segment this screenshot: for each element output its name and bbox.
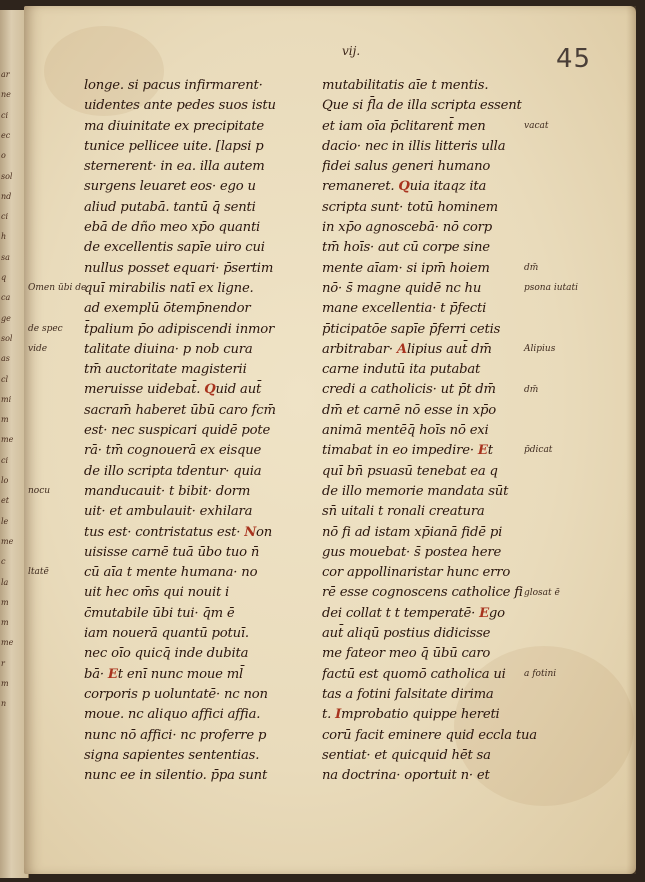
right_column-line: timabat in eo impedire· Et xyxy=(322,443,493,459)
running-header: vij. xyxy=(342,44,361,58)
right_column-line: cor appollinaristar hunc erro xyxy=(322,565,511,581)
previous-page-fragment: lo xyxy=(1,476,9,485)
previous-page-fragment: et xyxy=(1,496,9,506)
left_column-line: tm̄ auctoritate magisterii xyxy=(84,362,247,378)
rubricated-initial: E xyxy=(107,666,118,682)
margin-gloss: p̄dicat xyxy=(524,445,553,456)
left_column-line: moue. nc aliquo affici affia. xyxy=(84,707,261,723)
right_column-line: tm̄ hoīs· aut cū corpe sine xyxy=(322,240,490,256)
previous-page-fragment: m xyxy=(1,618,9,628)
left_column-line: surgens leuaret eos· ego u xyxy=(84,179,256,195)
left_column-line: talitate diuina· p nob cura xyxy=(84,341,253,357)
left_column-line: tus est· contristatus est· Non xyxy=(84,524,273,540)
right_column-line: nō· s̄ magne quidē nc hu xyxy=(322,280,482,296)
left_column-line: uit hec om̄s qui nouit i xyxy=(84,585,230,601)
right_column-line: tas a fotini falsitate dirima xyxy=(322,686,494,702)
right_column-line: factū est quomō catholica ui xyxy=(322,666,506,682)
right_column-line: na doctrina· oportuit n· et xyxy=(322,768,490,784)
left_column-line: longe. si pacus infirmarent· xyxy=(84,78,263,93)
left_column-line: nunc nō affici· nc proferre p xyxy=(84,727,267,743)
right_column-line: dm̄ et carnē nō esse in xp̄o xyxy=(322,402,496,418)
rubricated-initial: Q xyxy=(204,382,216,398)
previous-page-fragment: c xyxy=(1,557,6,567)
left_column-line: corporis p uoluntatē· nc non xyxy=(84,686,268,702)
previous-page-fragment: mi xyxy=(1,394,12,404)
folio-number: 45 xyxy=(556,44,592,74)
margin-gloss: de spec xyxy=(28,323,63,334)
margin-gloss: ltatē xyxy=(28,567,49,578)
previous-page-fragment: ar xyxy=(1,70,10,79)
left_column-line: t̄palium p̄o adipiscendi inmor xyxy=(84,321,275,337)
left_column-line: sternerent· in ea. illa autem xyxy=(84,159,265,175)
previous-page-fragment: r xyxy=(1,658,5,668)
right-text-column xyxy=(322,76,544,786)
previous-page-fragment: n xyxy=(1,699,7,709)
right_column-line: me fateor meo q̄ ūbū caro xyxy=(322,646,491,662)
previous-page-fragment: me xyxy=(1,536,14,546)
right_column-line: quī bn̄ psuasū tenebat ea q xyxy=(322,463,498,479)
previous-page-fragment: m xyxy=(1,415,9,425)
margin-gloss: a fotini xyxy=(524,668,557,679)
right_column-line: mente aīam· si ipm̄ hoiem xyxy=(322,260,490,276)
previous-page-fragment: la xyxy=(1,577,9,587)
right_column-line: gus mouebat· s̄ postea here xyxy=(322,544,502,560)
left_column-line: nullus posset equari· p̄sertim xyxy=(84,260,274,276)
page-edge xyxy=(626,6,636,874)
left_column-line: uit· et ambulauit· exhilara xyxy=(84,504,253,520)
left_column-line: est· nec suspicari quidē pote xyxy=(84,423,271,439)
left_column-line: cū aīa t mente humana· no xyxy=(84,565,258,581)
left_column-line: sacram̄ haberet ūbū caro fcm̄ xyxy=(84,402,276,418)
left_column-line: de illo scripta tdentur· quia xyxy=(84,463,262,479)
previous-page-fragment: ci xyxy=(1,455,9,465)
previous-page-fragment: h xyxy=(1,232,7,242)
left_column-line: quī mirabilis natī ex ligne. xyxy=(84,280,254,296)
rubricated-initial: I xyxy=(335,707,342,723)
right_column-line: arbitrabar· Alipius aut̄ dm̄ xyxy=(322,341,492,357)
left_column-line: de excellentis sapīe uiro cui xyxy=(84,240,265,256)
right_column-line: corū facit eminere quid eccla tua xyxy=(322,727,537,743)
left_column-line: aliud putabā. tantū q̄ senti xyxy=(84,199,256,215)
right_column-line: scripta sunt· totū hominem xyxy=(322,199,498,215)
rubricated-initial: E xyxy=(479,605,489,621)
rubricated-initial: E xyxy=(477,443,488,459)
margin-gloss: psona iutati xyxy=(524,283,578,293)
left_column-line: bā· Et enī nunc moue ml̄ xyxy=(84,666,244,682)
left_column-line: ebā de dño meo xp̄o quanti xyxy=(84,220,261,236)
previous-page-fragment: cl xyxy=(1,374,9,384)
right_column-line: credi a catholicis· ut p̄t dm̄ xyxy=(322,382,496,398)
right_column-line: aut̄ aliqū postius didicisse xyxy=(322,626,491,642)
left_column-line: manducauit· t bibit· dorm xyxy=(84,483,251,499)
right_column-line: mane excellentia· t p̄fecti xyxy=(322,301,487,317)
previous-page-fragment: sol xyxy=(1,333,13,343)
left-text-column xyxy=(84,76,304,786)
manuscript-page xyxy=(24,6,636,874)
previous-page-fragment: ca xyxy=(1,293,11,303)
left_column-line: nec oīo quicq̄ inde dubita xyxy=(84,646,249,662)
right_column-line: in xp̄o agnoscebā· nō corp xyxy=(322,220,492,236)
previous-page-fragment: m xyxy=(1,679,9,688)
previous-page-fragment: sol xyxy=(1,171,13,181)
margin-gloss: dm̄ xyxy=(524,262,539,273)
right_column-line: p̄ticipatōe sapīe p̄ferri cetis xyxy=(322,321,501,337)
margin-gloss: glosat ē xyxy=(524,587,560,598)
previous-page-fragment: ci xyxy=(1,212,9,222)
right_column-line: t. Improbatio quippe hereti xyxy=(322,707,500,723)
previous-page-fragment: le xyxy=(1,516,9,526)
previous-page-fragment: ne xyxy=(1,90,11,100)
right_column-line: sn̄ uitali t ronali creatura xyxy=(322,504,485,520)
previous-page-fragment: sa xyxy=(1,252,10,262)
left_column-line: signa sapientes sententias. xyxy=(84,747,260,763)
right_column-line: carne indutū ita putabat xyxy=(322,362,481,378)
previous-page-fragment: m xyxy=(1,597,9,607)
previous-page-fragment: ci xyxy=(1,110,9,120)
left_column-line: tunice pellicee uite. [lapsi p xyxy=(84,138,264,154)
right_column-line: dacio· nec in illis litteris ulla xyxy=(322,138,506,154)
right_column-line: mutabilitatis aīe t mentis. xyxy=(322,78,489,93)
right_column-line: Que si f̄la de illa scripta essent xyxy=(322,98,522,114)
right_column-line: de illo memorie mandata sūt xyxy=(322,483,509,499)
margin-gloss: vide xyxy=(28,343,48,354)
margin-gloss: dm̄ xyxy=(524,384,539,395)
left_column-line: c̄mutabile ūbi tui· q̄m ē xyxy=(84,605,235,621)
margin-gloss: vacat xyxy=(524,120,549,131)
left_column-line: ma diuinitate ex precipitate xyxy=(84,118,265,134)
left_column-line: nunc ee in silentio. p̄pa sunt xyxy=(84,768,268,784)
right_column-line: rē esse cognoscens catholice fi xyxy=(322,585,523,601)
left_column-line: uidentes ante pedes suos istu xyxy=(84,98,276,114)
margin-gloss: Omen ūbi de xyxy=(28,283,87,293)
rubricated-initial: A xyxy=(396,341,407,357)
previous-page-fragment: ge xyxy=(1,313,11,323)
left_column-line: rā· tm̄ cognouerā ex eisque xyxy=(84,443,262,459)
previous-page-fragment: ec xyxy=(1,130,11,140)
right_column-line: fidei salus generi humano xyxy=(322,159,491,175)
margin-gloss: nocu xyxy=(28,486,51,496)
rubricated-initial: N xyxy=(244,524,257,540)
left_column-line: iam nouerā quantū potuī. xyxy=(84,626,249,642)
left_column-line: meruisse uidebat̄. Quid aut̄ xyxy=(84,382,262,398)
right_column-line: et iam oīa p̄clitarent̄ men xyxy=(322,118,486,134)
right_column-line: sentiat· et quicquid hēt sa xyxy=(322,747,491,763)
left_column-line: uisisse carnē tuā ūbo tuo n̄ xyxy=(84,544,260,560)
previous-page-fragment: me xyxy=(1,435,14,445)
left_column-line: ad exemplū ōtemp̄nendor xyxy=(84,301,251,317)
previous-page-fragment: me xyxy=(1,638,14,648)
margin-gloss: Alipius xyxy=(524,343,556,354)
previous-page-fragment: nd xyxy=(1,191,12,201)
previous-page-fragment: o xyxy=(1,151,6,161)
rubricated-initial: Q xyxy=(398,179,410,195)
right_column-line: dei collat t t temperatē· Ego xyxy=(322,605,505,621)
right_column-line: remaneret. Quia itaqz ita xyxy=(322,179,487,195)
right_column-line: nō fi ad istam xp̄ianā fidē pi xyxy=(322,524,503,540)
previous-page-fragment: q xyxy=(1,273,7,282)
right_column-line: animā mentēq̄ hoīs nō exi xyxy=(322,423,489,439)
previous-page-fragment: as xyxy=(1,354,10,364)
